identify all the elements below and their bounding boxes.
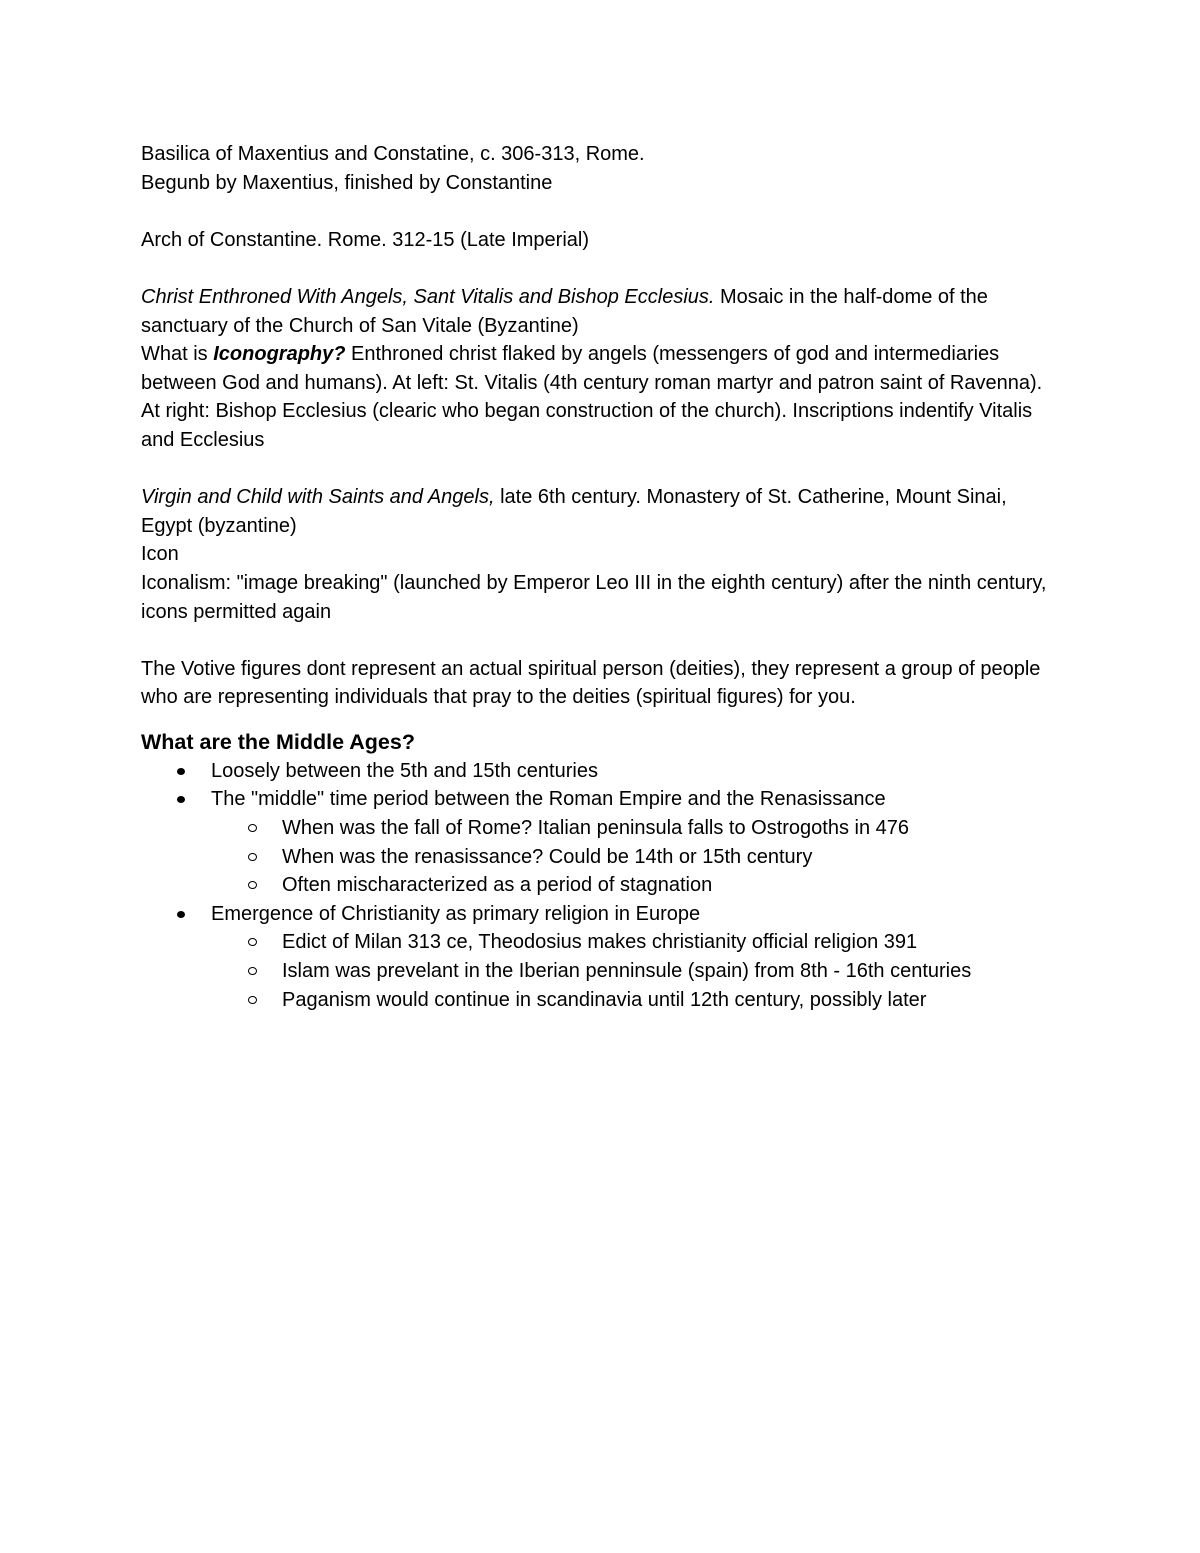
artwork-title: Christ Enthroned With Angels, Sant Vitalis and Bishop Ecclesius. bbox=[141, 285, 715, 308]
sub-list-item-text: Edict of Milan 313 ce, Theodosius makes christianity official religion 391 bbox=[282, 931, 918, 954]
sub-list-item-text: When was the renasissance? Could be 14th or 15th century bbox=[282, 845, 813, 868]
spacer bbox=[141, 197, 1061, 226]
hollow-bullet-icon bbox=[248, 853, 257, 861]
iconalism-paragraph: Iconalism: "image breaking" (launched by Emperor Leo III in the eighth century) after the ninth century, icons permitted again bbox=[141, 571, 1047, 623]
begun-line: Begunb by Maxentius, finished by Constantine bbox=[141, 171, 553, 194]
sub-list-item-text: Paganism would continue in scandinavia until 12th century, possibly later bbox=[282, 988, 927, 1011]
list-item-text: Emergence of Christianity as primary religion in Europe bbox=[211, 902, 701, 925]
arch-line: Arch of Constantine. Rome. 312-15 (Late Imperial) bbox=[141, 228, 589, 251]
hollow-bullet-icon bbox=[248, 824, 257, 832]
basilica-line: Basilica of Maxentius and Constatine, c. 306-313, Rome. bbox=[141, 143, 645, 165]
votive-paragraph: The Votive figures dont represent an actual spiritual person (deities), they represent a group of people who are representing individuals that pray to the deities (spiritual figures) for you. bbox=[141, 657, 1041, 709]
list-item bbox=[141, 757, 1061, 786]
sub-list-item bbox=[141, 843, 1061, 872]
bullet-icon bbox=[177, 796, 185, 803]
sub-list bbox=[211, 814, 1061, 900]
sub-list bbox=[211, 928, 1061, 1014]
document-page bbox=[141, 140, 1061, 1014]
iconography-description: Enthroned christ flaked by angels (messengers of god and intermediaries between God and humans). At left: St. Vitalis (4th century roman martyr and patron saint of Ravenna). At right: Bishop Ecclesius (clearic who began construction of the church). Inscriptions indentify Vitalis and Ecclesius bbox=[141, 343, 1043, 451]
hollow-bullet-icon bbox=[248, 881, 257, 889]
virgin-child-paragraph bbox=[141, 483, 1061, 540]
sub-list-item bbox=[141, 871, 1061, 900]
list-item-text: Loosely between the 5th and 15th centuries bbox=[211, 759, 598, 782]
bullet-icon bbox=[177, 911, 185, 918]
sub-list-item bbox=[141, 928, 1061, 957]
list-item bbox=[141, 785, 1061, 899]
artwork-description: Mosaic in the half-dome of the sanctuary of the Church of San Vitale (Byzantine) bbox=[141, 285, 988, 337]
hollow-bullet-icon bbox=[248, 938, 257, 946]
sub-list-item-text: Islam was prevelant in the Iberian penninsule (spain) from 8th - 16th centuries bbox=[282, 960, 972, 983]
hollow-bullet-icon bbox=[248, 967, 257, 975]
artwork-description: late 6th century. Monastery of St. Catherine, Mount Sinai, Egypt (byzantine) bbox=[141, 486, 1007, 537]
sub-list-item bbox=[141, 814, 1061, 843]
sub-list-item-text: Often mischaracterized as a period of stagnation bbox=[282, 874, 713, 897]
hollow-bullet-icon bbox=[248, 996, 257, 1004]
icon-line: Icon bbox=[141, 543, 179, 566]
iconography-term: Iconography? bbox=[213, 343, 346, 366]
sub-list-item-text: When was the fall of Rome? Italian peninsula falls to Ostrogoths in 476 bbox=[282, 817, 910, 840]
middle-ages-heading: What are the Middle Ages? bbox=[141, 729, 415, 754]
sub-list-item bbox=[141, 957, 1061, 986]
list-item-text: The "middle" time period between the Roman Empire and the Renasissance bbox=[211, 788, 886, 811]
sub-list-item bbox=[141, 986, 1061, 1015]
spacer bbox=[141, 254, 1061, 283]
iconography-paragraph bbox=[141, 340, 1061, 454]
list-item bbox=[141, 900, 1061, 1014]
christ-enthroned-paragraph bbox=[141, 283, 1061, 340]
question-prefix: What is bbox=[141, 343, 214, 366]
bullet-icon bbox=[177, 768, 185, 775]
middle-ages-list bbox=[141, 757, 1061, 1014]
artwork-title: Virgin and Child with Saints and Angels, bbox=[141, 486, 495, 509]
spacer bbox=[141, 626, 1061, 655]
spacer bbox=[141, 455, 1061, 484]
